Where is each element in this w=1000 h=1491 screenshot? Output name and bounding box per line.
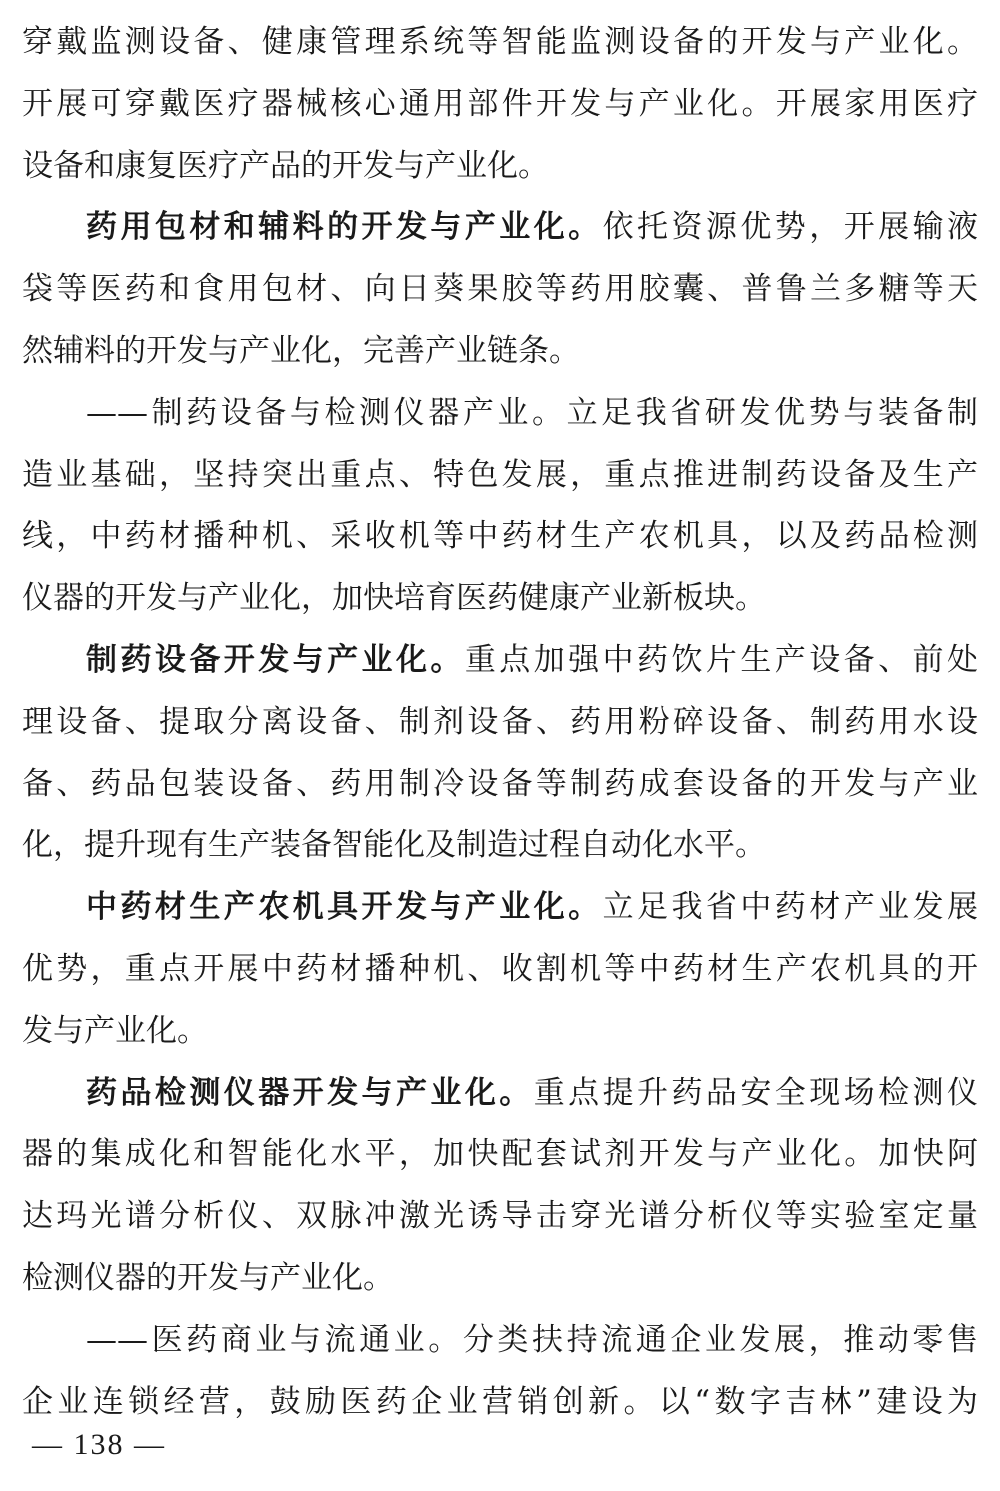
bold-heading: 中药材生产农机具开发与产业化。	[86, 889, 603, 926]
text-line: 设备和康复医疗产品的开发与产业化。	[22, 147, 549, 184]
text-line: 发与产业化。	[22, 1012, 208, 1049]
text-line: 然辅料的开发与产业化，完善产业链条。	[22, 332, 580, 369]
text-line: 仪器的开发与产业化，加快培育医药健康产业新板块。	[22, 580, 766, 617]
text-line: 备、药品包装设备、药用制冷设备等制药成套设备的开发与产业	[22, 765, 978, 802]
text-line: 袋等医药和食用包材、向日葵果胶等药用胶囊、普鲁兰多糖等天	[22, 271, 978, 308]
bold-heading: 制药设备开发与产业化。	[86, 641, 465, 678]
text-line: 企业连锁经营，鼓励医药企业营销创新。以“数字吉林”建设为	[22, 1383, 978, 1420]
text-line: 穿戴监测设备、健康管理系统等智能监测设备的开发与产业化。	[22, 24, 978, 60]
text-line: 开展可穿戴医疗器械核心通用部件开发与产业化。开展家用医疗	[22, 85, 978, 122]
paragraph-heading-line: 中药材生产农机具开发与产业化。立足我省中药材产业发展	[86, 889, 978, 926]
paragraph-heading-line: 药品检测仪器开发与产业化。重点提升药品安全现场检测仪	[86, 1074, 978, 1111]
text-line: 器的集成化和智能化水平，加快配套试剂开发与产业化。加快阿	[22, 1136, 978, 1173]
text-line: 达玛光谱分析仪、双脉冲激光诱导击穿光谱分析仪等实验室定量	[22, 1198, 978, 1235]
bold-heading: 药品检测仪器开发与产业化。	[86, 1074, 534, 1111]
text-line: 造业基础，坚持突出重点、特色发展，重点推进制药设备及生产	[22, 456, 978, 493]
section-heading-line: ——制药设备与检测仪器产业。立足我省研发优势与装备制	[86, 394, 978, 431]
text-line: 检测仪器的开发与产业化。	[22, 1259, 394, 1296]
bold-heading: 药用包材和辅料的开发与产业化。	[86, 209, 603, 246]
section-heading-line: ——医药商业与流通业。分类扶持流通企业发展，推动零售	[86, 1321, 978, 1358]
paragraph-heading-line: 制药设备开发与产业化。重点加强中药饮片生产设备、前处	[86, 641, 978, 678]
paragraph-heading-line: 药用包材和辅料的开发与产业化。依托资源优势，开展输液	[86, 209, 978, 246]
text-line: 化，提升现有生产装备智能化及制造过程自动化水平。	[22, 827, 766, 864]
text-line: 理设备、提取分离设备、制剂设备、药用粉碎设备、制药用水设	[22, 703, 978, 740]
text-line: 优势，重点开展中药材播种机、收割机等中药材生产农机具的开	[22, 950, 978, 987]
document-page	[22, 12, 978, 1433]
page-number: — 138 —	[32, 1428, 166, 1461]
text-line: 线，中药材播种机、采收机等中药材生产农机具，以及药品检测	[22, 518, 978, 555]
